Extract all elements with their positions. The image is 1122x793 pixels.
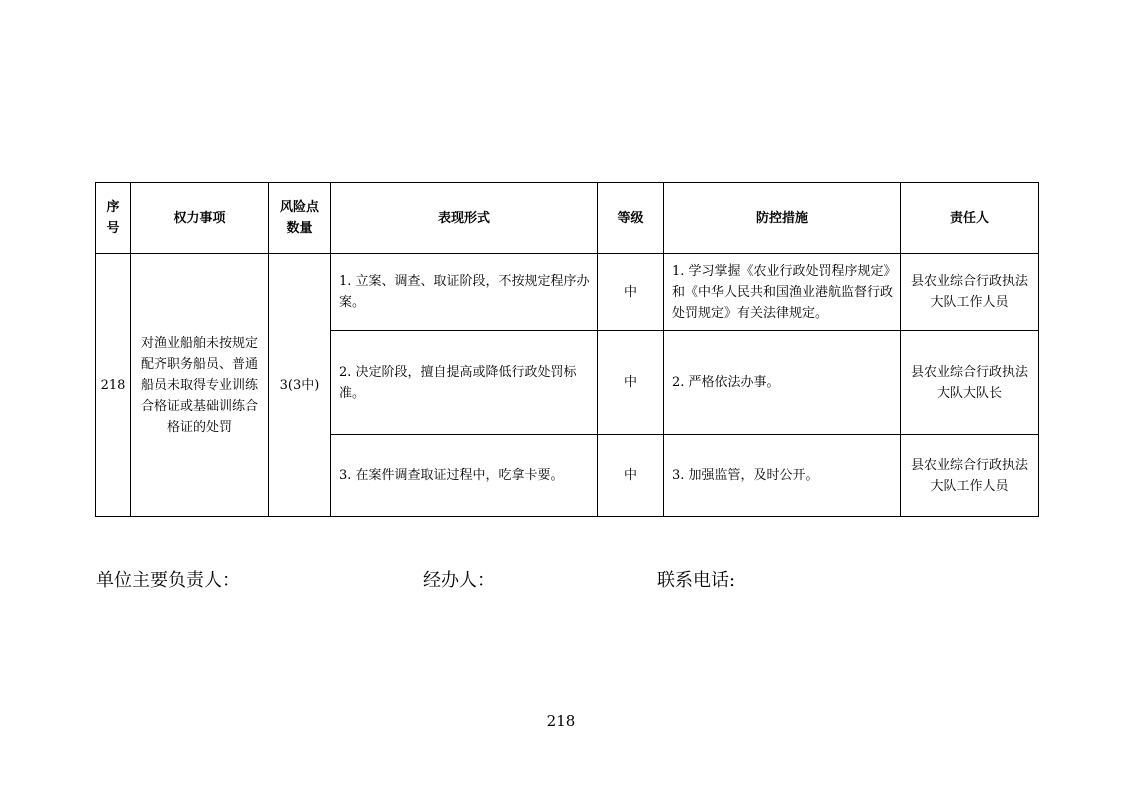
level-cell: 中 [598, 331, 664, 435]
measures-cell: 1. 学习掌握《农业行政处罚程序规定》和《中华人民共和国渔业港航监督行政处罚规定》有关法律规定。 [664, 254, 901, 331]
measures-cell: 2. 严格依法办事。 [664, 331, 901, 435]
header-measures: 防控措施 [664, 183, 901, 254]
header-level: 等级 [598, 183, 664, 254]
table-header-row [96, 183, 1039, 254]
header-risk-count: 风险点 数量 [269, 183, 331, 254]
power-item-cell: 对渔业船舶未按规定配齐职务船员、普通船员未取得专业训练合格证或基础训练合格证的处罚 [131, 254, 269, 517]
measures-cell: 3. 加强监管，及时公开。 [664, 435, 901, 517]
unit-head-label: 单位主要负责人： [96, 570, 240, 591]
manifestation-cell: 3. 在案件调查取证过程中，吃拿卡要。 [331, 435, 598, 517]
manifestation-cell: 1. 立案、调查、取证阶段，不按规定程序办案。 [331, 254, 598, 331]
header-seq: 序 号 [96, 183, 131, 254]
phone-label: 联系电话: [657, 570, 736, 591]
manifestation-cell: 2. 决定阶段，擅自提高或降低行政处罚标准。 [331, 331, 598, 435]
level-cell: 中 [598, 435, 664, 517]
header-power-item: 权力事项 [131, 183, 269, 254]
level-cell: 中 [598, 254, 664, 331]
risk-count-cell: 3(3中) [269, 254, 331, 517]
header-manifestation: 表现形式 [331, 183, 598, 254]
responsible-cell: 县农业综合行政执法大队大队长 [901, 331, 1039, 435]
responsible-cell: 县农业综合行政执法大队工作人员 [901, 254, 1039, 331]
seq-cell: 218 [96, 254, 131, 517]
header-responsible: 责任人 [901, 183, 1039, 254]
risk-table [95, 182, 1039, 517]
page-number: 218 [546, 712, 576, 730]
table-row [96, 254, 1039, 331]
responsible-cell: 县农业综合行政执法大队工作人员 [901, 435, 1039, 517]
handler-label: 经办人： [423, 570, 495, 591]
